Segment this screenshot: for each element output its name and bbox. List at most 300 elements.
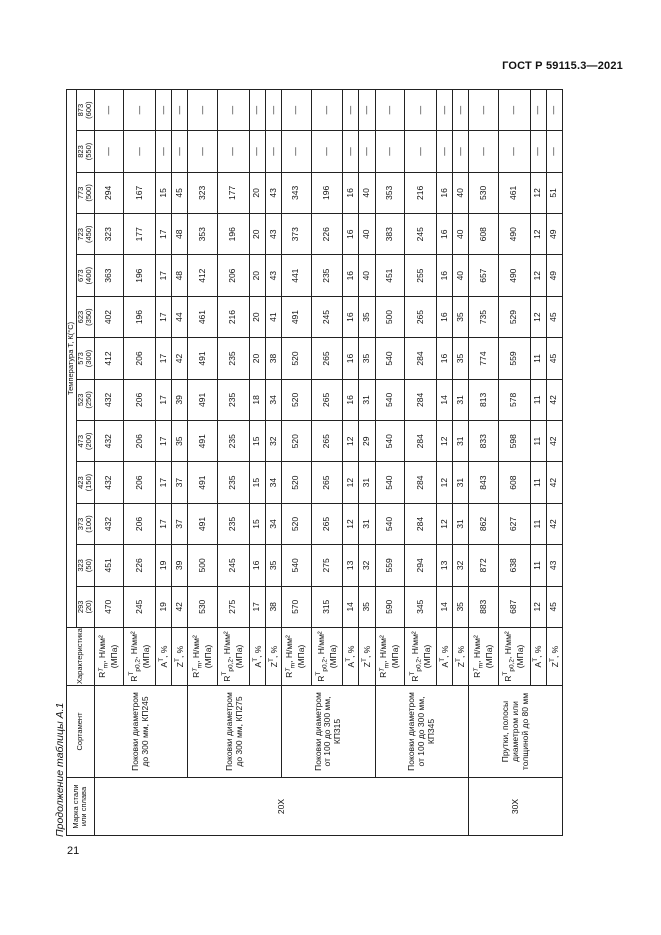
value-cell: 15 [156,172,172,213]
value-cell: 284 [405,338,437,379]
value-cell: 38 [265,338,281,379]
value-cell: 12 [530,214,546,255]
value-cell: 13 [436,545,452,586]
value-cell: 196 [124,255,156,296]
temperature-header-623 [76,296,94,337]
value-cell: 216 [405,172,437,213]
temperature-kelvin: 323 [75,559,85,572]
value-cell: — [217,89,249,130]
temperature-header-673 [76,255,94,296]
temperature-header-773 [76,172,94,213]
temperature-kelvin: 623 [75,310,85,324]
value-cell: — [124,131,156,172]
temperature-celsius: (50) [84,558,94,573]
value-cell: — [469,89,498,130]
value-cell: — [405,89,437,130]
value-cell: 49 [546,255,562,296]
value-cell: 294 [405,545,437,586]
value-cell: 12 [343,462,359,503]
value-cell: 461 [498,172,530,213]
temperature-kelvin: 523 [75,393,85,407]
value-cell: 45 [546,338,562,379]
value-cell: — [546,89,562,130]
characteristic-cell: $Z^T$, % [172,628,188,686]
value-cell: 39 [172,545,188,586]
value-cell: 20 [249,338,265,379]
temperature-celsius: (550) [84,142,94,161]
value-cell: — [172,89,188,130]
value-cell: 226 [124,545,156,586]
value-cell: 196 [311,172,343,213]
value-cell: 31 [359,462,375,503]
value-cell: 40 [359,214,375,255]
characteristic-cell: $R^T_{p0,2}$, Н/мм² (МПа) [405,628,437,686]
value-cell: 451 [375,255,404,296]
characteristic-cell: Rᵀ$_m$, Н/мм² (МПа) [375,628,404,686]
characteristic-cell: $Z^T$, % [265,628,281,686]
characteristic-cell: $R^T_{p0,2}$, Н/мм² (МПа) [124,628,156,686]
value-cell: 40 [359,255,375,296]
value-cell: 51 [546,172,562,213]
value-cell: 491 [188,379,217,420]
value-cell: 20 [249,172,265,213]
temperature-header-523 [76,379,94,420]
value-cell: 14 [436,586,452,627]
value-cell: 17 [156,255,172,296]
value-cell: 17 [156,296,172,337]
temperature-header-473 [76,421,94,462]
properties-table-wrapper [66,90,563,836]
temperature-celsius: (600) [84,101,94,119]
value-cell: 40 [359,172,375,213]
value-cell: — [436,131,452,172]
value-cell: — [498,89,530,130]
value-cell: — [172,131,188,172]
value-cell: 323 [188,172,217,213]
characteristic-cell: Rᵀ$_m$, Н/мм² (МПа) [188,628,217,686]
value-cell: 608 [498,462,530,503]
value-cell: 16 [436,214,452,255]
value-cell: 12 [530,172,546,213]
value-cell: 206 [124,503,156,544]
value-cell: 520 [282,379,311,420]
value-cell: 38 [265,586,281,627]
value-cell: 42 [546,462,562,503]
value-cell: 35 [265,545,281,586]
value-cell: 265 [405,296,437,337]
table-row [94,89,123,835]
temperature-header-573 [76,338,94,379]
value-cell: 177 [124,214,156,255]
value-cell: 540 [375,379,404,420]
value-cell: 177 [217,172,249,213]
value-cell: — [530,89,546,130]
value-cell: 45 [546,586,562,627]
value-cell: 559 [498,338,530,379]
value-cell: 31 [453,462,469,503]
value-cell: 540 [375,462,404,503]
value-cell: 294 [94,172,123,213]
value-cell: 432 [94,379,123,420]
temperature-celsius: (100) [84,515,94,533]
value-cell: 657 [469,255,498,296]
value-cell: 45 [546,296,562,337]
value-cell: — [94,89,123,130]
value-cell: 15 [249,462,265,503]
temperature-celsius: (200) [84,432,94,450]
table-caption: Продолжение таблицы А.1 [54,702,66,837]
temperature-kelvin: 373 [75,517,85,531]
value-cell: — [375,89,404,130]
value-cell: 48 [172,255,188,296]
temperature-kelvin: 773 [75,186,85,200]
value-cell: 383 [375,214,404,255]
value-cell: 11 [530,462,546,503]
value-cell: — [156,89,172,130]
value-cell: 451 [94,545,123,586]
value-cell: 490 [498,214,530,255]
value-cell: 16 [249,545,265,586]
value-cell: 432 [94,462,123,503]
characteristic-cell: $A^T$, % [249,628,265,686]
header-temperature: Температура T, К(°С) [67,89,77,627]
value-cell: 11 [530,545,546,586]
value-cell: — [453,131,469,172]
value-cell: 265 [311,421,343,462]
product-cell: Прутки, полосы диаметром или толщиной до 80 мм [469,686,563,778]
value-cell: 31 [359,503,375,544]
value-cell: 872 [469,545,498,586]
value-cell: 48 [172,214,188,255]
value-cell: 16 [343,255,359,296]
value-cell: 35 [453,296,469,337]
value-cell: 284 [405,421,437,462]
value-cell: 284 [405,462,437,503]
header-grade: Марка стали или сплава [67,778,95,836]
value-cell: 196 [124,296,156,337]
value-cell: 16 [436,255,452,296]
characteristic-cell: Rᵀ$_m$, Н/мм² (МПа) [94,628,123,686]
value-cell: 196 [217,214,249,255]
value-cell: 500 [188,545,217,586]
grade-cell: 30X [469,778,563,836]
temperature-celsius: (450) [84,225,94,244]
characteristic-cell: $Z^T$, % [359,628,375,686]
value-cell: 43 [265,172,281,213]
temperature-kelvin: 423 [75,476,85,489]
value-cell: 284 [405,503,437,544]
value-cell: 31 [359,379,375,420]
value-cell: 216 [217,296,249,337]
value-cell: 529 [498,296,530,337]
value-cell: — [546,131,562,172]
value-cell: 31 [453,379,469,420]
value-cell: 627 [498,503,530,544]
value-cell: 883 [469,586,498,627]
value-cell: 275 [311,545,343,586]
value-cell: — [498,131,530,172]
value-cell: 373 [282,214,311,255]
value-cell: 11 [530,503,546,544]
value-cell: 265 [311,338,343,379]
value-cell: 16 [343,296,359,337]
value-cell: 491 [188,338,217,379]
product-cell: Поковки диаметром от 100 до 300 мм, КП345 [375,686,469,778]
value-cell: 206 [124,421,156,462]
value-cell: 17 [156,503,172,544]
value-cell: 255 [405,255,437,296]
value-cell: 235 [217,421,249,462]
value-cell: 470 [94,586,123,627]
characteristic-cell: Rᵀ$_m$, Н/мм² (МПа) [469,628,498,686]
table-row [282,89,311,835]
value-cell: 17 [156,379,172,420]
value-cell: — [282,131,311,172]
characteristic-cell: $A^T$, % [343,628,359,686]
value-cell: 20 [249,296,265,337]
value-cell: — [188,131,217,172]
value-cell: 15 [249,421,265,462]
value-cell: 16 [436,172,452,213]
value-cell: 520 [282,338,311,379]
value-cell: 402 [94,296,123,337]
value-cell: 226 [311,214,343,255]
value-cell: 43 [546,545,562,586]
value-cell: — [359,131,375,172]
value-cell: 235 [217,462,249,503]
value-cell: 540 [375,338,404,379]
characteristic-cell: $R^T_{p0,2}$, Н/мм² (МПа) [311,628,343,686]
value-cell: 206 [217,255,249,296]
value-cell: 16 [343,338,359,379]
value-cell: — [124,89,156,130]
value-cell: 206 [124,462,156,503]
value-cell: 774 [469,338,498,379]
value-cell: 40 [453,172,469,213]
characteristic-cell: $R^T_{p0,2}$, Н/мм² (МПа) [217,628,249,686]
value-cell: 42 [172,338,188,379]
value-cell: 813 [469,379,498,420]
value-cell: 353 [375,172,404,213]
value-cell: 315 [311,586,343,627]
page-number: 21 [67,845,80,857]
value-cell: — [343,89,359,130]
value-cell: 412 [188,255,217,296]
temperature-kelvin: 673 [75,269,85,282]
value-cell: 37 [172,503,188,544]
product-cell: Поковки диаметром до 300 мм, КП245 [94,686,188,778]
characteristic-cell: $Z^T$, % [453,628,469,686]
value-cell: 540 [375,503,404,544]
value-cell: — [217,131,249,172]
value-cell: 40 [453,255,469,296]
value-cell: 491 [188,462,217,503]
value-cell: 245 [124,586,156,627]
temperature-header-323 [76,545,94,586]
value-cell: 14 [436,379,452,420]
value-cell: 843 [469,462,498,503]
value-cell: 12 [436,503,452,544]
value-cell: 34 [265,462,281,503]
header-characteristic: Характеристика [67,628,95,686]
value-cell: 284 [405,379,437,420]
table-row [469,89,498,835]
table-row [188,89,217,835]
value-cell: 11 [530,338,546,379]
value-cell: 42 [546,421,562,462]
value-cell: 34 [265,379,281,420]
value-cell: 32 [453,545,469,586]
value-cell: 461 [188,296,217,337]
value-cell: 43 [265,214,281,255]
temperature-kelvin: 723 [75,228,85,241]
value-cell: 323 [94,214,123,255]
value-cell: 11 [530,379,546,420]
temperature-header-723 [76,214,94,255]
value-cell: 265 [311,462,343,503]
value-cell: 20 [249,214,265,255]
characteristic-cell: Rᵀ$_m$, Н/мм² (МПа) [282,628,311,686]
value-cell: 235 [217,379,249,420]
value-cell: 520 [282,421,311,462]
value-cell: 638 [498,545,530,586]
temperature-header-873 [76,89,94,130]
value-cell: 41 [265,296,281,337]
value-cell: — [453,89,469,130]
temperature-header-823 [76,131,94,172]
value-cell: 862 [469,503,498,544]
value-cell: 245 [311,296,343,337]
value-cell: 12 [343,503,359,544]
temperature-kelvin: 573 [75,352,85,365]
temperature-celsius: (500) [84,184,94,202]
characteristic-cell: $Z^T$, % [546,628,562,686]
value-cell: 206 [124,379,156,420]
header-product: Сортамент [67,686,95,778]
temperature-celsius: (300) [84,349,94,368]
value-cell: — [156,131,172,172]
value-cell: 687 [498,586,530,627]
temperature-kelvin: 823 [75,145,85,158]
value-cell: 590 [375,586,404,627]
value-cell: 19 [156,545,172,586]
value-cell: 15 [249,503,265,544]
value-cell: 49 [546,214,562,255]
value-cell: 265 [311,503,343,544]
value-cell: 35 [172,421,188,462]
value-cell: 432 [94,421,123,462]
value-cell: 29 [359,421,375,462]
value-cell: 343 [282,172,311,213]
value-cell: 12 [436,462,452,503]
value-cell: — [436,89,452,130]
temperature-kelvin: 873 [75,103,85,117]
value-cell: 530 [469,172,498,213]
header-row-1 [67,89,77,835]
temperature-header-373 [76,503,94,544]
product-cell: Поковки диаметром до 300 мм, КП275 [188,686,282,778]
temperature-kelvin: 473 [75,434,85,448]
value-cell: 16 [436,338,452,379]
characteristic-cell: $A^T$, % [156,628,172,686]
value-cell: 12 [530,296,546,337]
value-cell: 20 [249,255,265,296]
value-cell: 17 [156,214,172,255]
value-cell: 491 [188,503,217,544]
temperature-celsius: (250) [84,391,94,409]
value-cell: 44 [172,296,188,337]
value-cell: 608 [469,214,498,255]
value-cell: 17 [156,462,172,503]
product-cell: Поковки диаметром от 100 до 300 мм, КП315 [282,686,376,778]
value-cell: 19 [156,586,172,627]
value-cell: 35 [453,338,469,379]
value-cell: 491 [188,421,217,462]
value-cell: 540 [282,545,311,586]
grade-cell: 20X [94,778,468,836]
value-cell: 570 [282,586,311,627]
value-cell: 363 [94,255,123,296]
temperature-header-293 [76,586,94,627]
value-cell: 12 [436,421,452,462]
value-cell: 11 [530,421,546,462]
value-cell: — [343,131,359,172]
value-cell: 43 [265,255,281,296]
value-cell: 540 [375,421,404,462]
value-cell: 42 [546,379,562,420]
value-cell: 17 [156,338,172,379]
value-cell: — [282,89,311,130]
value-cell: 35 [359,296,375,337]
value-cell: 42 [172,586,188,627]
value-cell: 235 [217,338,249,379]
value-cell: 598 [498,421,530,462]
value-cell: 31 [453,421,469,462]
value-cell: 16 [436,296,452,337]
value-cell: 37 [172,462,188,503]
value-cell: 559 [375,545,404,586]
value-cell: — [311,89,343,130]
value-cell: — [249,131,265,172]
value-cell: — [188,89,217,130]
value-cell: 31 [453,503,469,544]
table-body [94,89,562,835]
value-cell: 432 [94,503,123,544]
value-cell: — [94,131,123,172]
value-cell: 45 [172,172,188,213]
value-cell: 17 [156,421,172,462]
value-cell: 235 [311,255,343,296]
value-cell: 735 [469,296,498,337]
characteristic-cell: $A^T$, % [436,628,452,686]
value-cell: — [265,131,281,172]
value-cell: 412 [94,338,123,379]
value-cell: 353 [188,214,217,255]
value-cell: 16 [343,214,359,255]
value-cell: — [265,89,281,130]
value-cell: 35 [359,338,375,379]
value-cell: 490 [498,255,530,296]
value-cell: 245 [405,214,437,255]
temperature-kelvin: 293 [75,600,85,614]
value-cell: 12 [530,255,546,296]
table-row [375,89,404,835]
value-cell: — [249,89,265,130]
value-cell: — [469,131,498,172]
value-cell: 17 [249,586,265,627]
value-cell: — [359,89,375,130]
temperature-celsius: (350) [84,308,94,326]
